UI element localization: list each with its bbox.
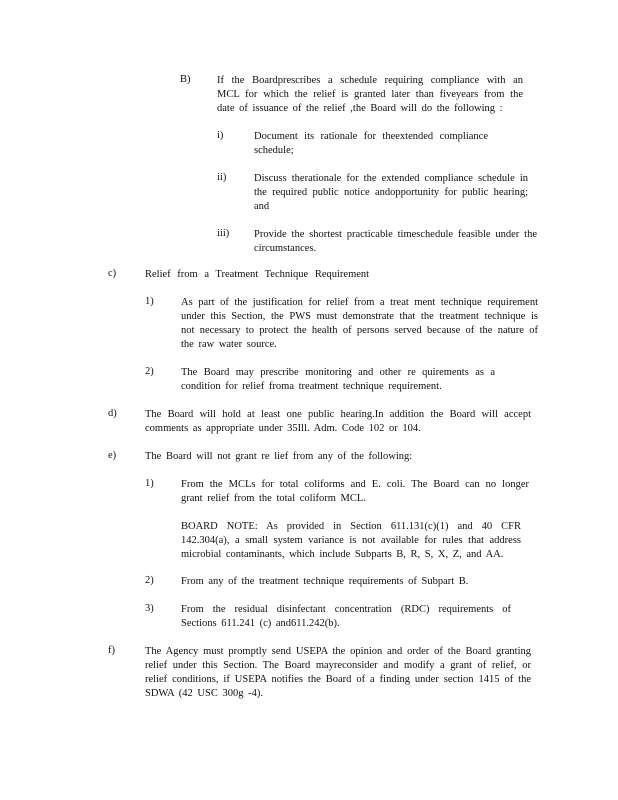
section-f-text: The Agency must promptly send USEPA the opinion and order of the Board granting relief under this Section. The Board mayreconsider and modify a grant of relief, or relief conditions, if USEPA notifies the Board of a finding under section 1415 of the SDWA (42 USC 300g -4).	[145, 646, 531, 699]
section-b-item-i-text: Document its rationale for theextended compliance schedule;	[254, 131, 488, 156]
section-b-label: B)	[180, 74, 191, 85]
section-b-text: If the Boardprescribes a schedule requiring compliance with an MCL for which the relief is granted later than fiveyears from the date of issuance of the relief ,the Board will do the following :	[217, 75, 523, 114]
section-d-label: d)	[108, 408, 117, 419]
section-c-heading: Relief from a Treatment Technique Requirement	[145, 269, 370, 280]
section-b-item-i-label: i)	[217, 130, 224, 141]
section-c-item-2-text: The Board may prescribe monitoring and other re quirements as a condition for relief froma treatment technique requirement.	[181, 367, 495, 392]
section-e-label: e)	[108, 450, 117, 461]
section-b-item-iii-text: Provide the shortest practicable timeschedule feasible under the circumstances.	[254, 229, 537, 254]
section-e-item-1-label: 1)	[145, 478, 154, 489]
section-c-item-1-text: As part of the justification for relief from a treat ment technique requirement under this Section, the PWS must demonstrate that the treatment technique is not necessary to protect the health of persons served because of the nature of the raw water source.	[181, 297, 538, 350]
section-d-text: The Board will hold at least one public hearing.In addition the Board will accept comments as appropriate under 35Ill. Adm. Code 102 or 104.	[145, 409, 531, 434]
section-f-label: f)	[108, 645, 115, 656]
section-e-item-1-text: From the MCLs for total coliforms and E. coli. The Board can no longer grant relief from the total coliform MCL.	[181, 479, 529, 504]
section-c-label: c)	[108, 268, 117, 279]
board-note: BOARD NOTE: As provided in Section 611.131(c)(1) and 40 CFR 142.304(a), a small system variance is not available for rules that address microbial contaminants, which include Subparts B, R, S, X, Z, and AA.	[181, 521, 521, 560]
section-e-item-2-text: From any of the treatment technique requirements of Subpart B.	[181, 576, 469, 587]
section-c-item-2-label: 2)	[145, 366, 154, 377]
section-e-text: The Board will not grant re lief from any of the following:	[145, 451, 413, 462]
section-e-item-3-label: 3)	[145, 603, 154, 614]
section-c-item-1-label: 1)	[145, 296, 154, 307]
section-e-item-3-text: From the residual disinfectant concentration (RDC) requirements of Sections 611.241 (c) and611.242(b).	[181, 604, 511, 629]
section-b-item-iii-label: iii)	[217, 228, 230, 239]
section-e-item-2-label: 2)	[145, 575, 154, 586]
section-b-item-ii-text: Discuss therationale for the extended compliance schedule in the required public notice andopportunity for public hearing; and	[254, 173, 528, 212]
section-b-item-ii-label: ii)	[217, 172, 227, 183]
